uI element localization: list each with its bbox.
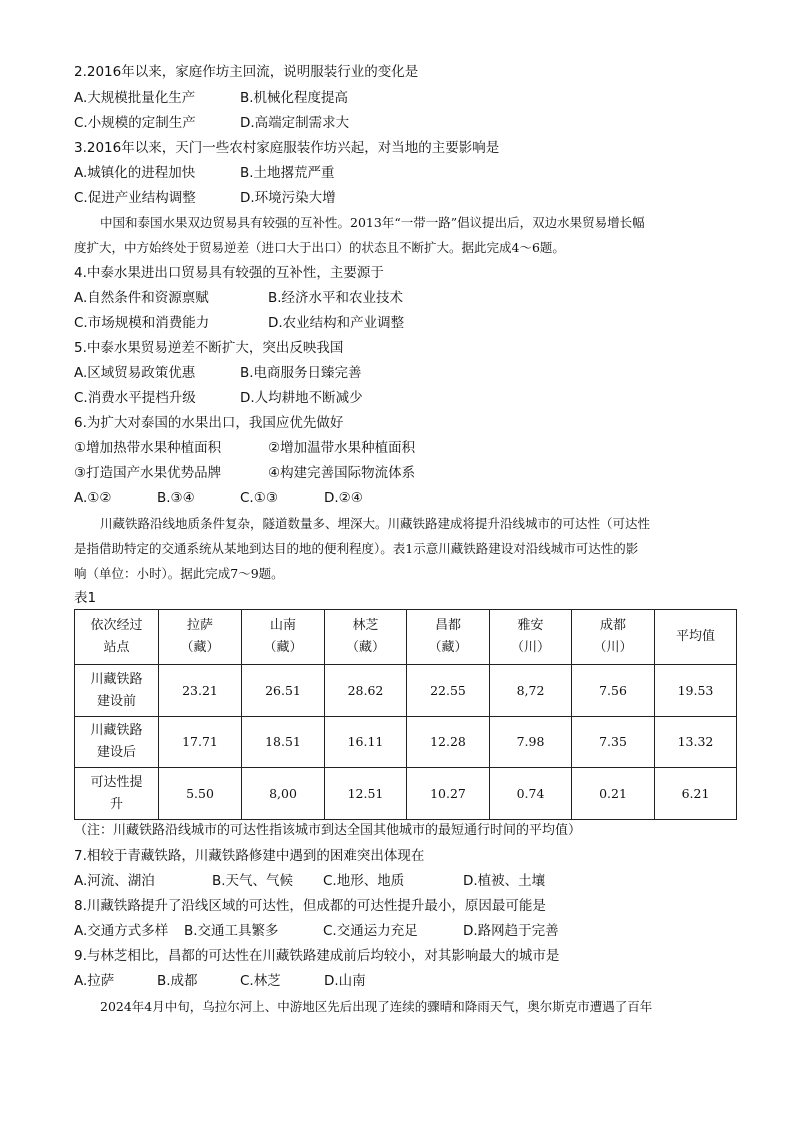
table-cell: 28.62: [325, 665, 407, 717]
table-cell: 5.50: [159, 768, 242, 820]
accessibility-table: [74, 609, 737, 820]
q6-option-a: A.①②: [74, 490, 112, 506]
q4-option-d: D.农业结构和产业调整: [268, 315, 405, 331]
header-chengdu: 成都 （川）: [572, 610, 655, 665]
table-cell: 18.51: [242, 717, 325, 768]
q8-stem: 8.川藏铁路提升了沿线区域的可达性，但成都的可达性提升最小，原因最可能是: [74, 898, 546, 914]
q9-option-b: B.成都: [157, 973, 198, 989]
passage-ural-river: [74, 994, 734, 1019]
table-cell: 23.21: [159, 665, 242, 717]
table-cell: 17.71: [159, 717, 242, 768]
q5-stem: 5.中泰水果贸易逆差不断扩大，突出反映我国: [74, 340, 344, 356]
table-header-row: [75, 610, 737, 665]
passage-railway: [74, 511, 734, 586]
q3-stem: 3.2016年以来，天门一些农村家庭服装作坊兴起，对当地的主要影响是: [74, 140, 500, 156]
table-cell: 16.11: [325, 717, 407, 768]
q3-option-a: A.城镇化的进程加快: [74, 165, 196, 181]
table-cell: 19.53: [655, 665, 737, 717]
table-row: [75, 717, 737, 768]
q7-option-b: B.天气、气候: [212, 873, 294, 889]
header-yaan: 雅安 （川）: [490, 610, 572, 665]
q8-option-c: C.交通运力充足: [323, 923, 418, 939]
q4-stem: 4.中泰水果进出口贸易具有较强的互补性，主要源于: [74, 265, 384, 281]
q5-option-b: B.电商服务日臻完善: [240, 365, 362, 381]
table-cell: 13.32: [655, 717, 737, 768]
row-label: 川藏铁路 建设前: [75, 665, 159, 717]
q2-option-b: B.机械化程度提高: [240, 90, 349, 106]
table-cell: 22.55: [407, 665, 490, 717]
q6-statement-4: ④构建完善国际物流体系: [268, 465, 416, 481]
q8-option-b: B.交通工具繁多: [184, 923, 279, 939]
q6-stem: 6.为扩大对泰国的水果出口，我国应优先做好: [74, 415, 344, 431]
q4-option-a: A.自然条件和资源禀赋: [74, 290, 209, 306]
header-nyingchi: 林芝 （藏）: [325, 610, 407, 665]
q8-option-d: D.路网趋于完善: [463, 923, 559, 939]
table-cell: 7.56: [572, 665, 655, 717]
q6-statement-3: ③打造国产水果优势品牌: [74, 465, 222, 481]
header-station: 依次经过 站点: [75, 610, 159, 665]
passage-railway-line-2: 是指借助特定的交通系统从某地到达目的地的便利程度）。表1示意川藏铁路建设对沿线城市可达性的影: [74, 541, 639, 556]
q3-option-b: B.土地撂荒严重: [240, 165, 335, 181]
table-cell: 12.51: [325, 768, 407, 820]
q6-statement-1: ①增加热带水果种植面积: [74, 440, 222, 456]
passage-fruit-line-1: 中国和泰国水果双边贸易具有较强的互补性。2013年“一带一路”倡议提出后，双边水果贸易增长幅: [100, 215, 645, 230]
table-cell: 0.74: [490, 768, 572, 820]
q7-option-c: C.地形、地质: [323, 873, 405, 889]
q2-option-c: C.小规模的定制生产: [74, 115, 196, 131]
table-note: （注：川藏铁路沿线城市的可达性指该城市到达全国其他城市的最短通行时间的平均值）: [74, 823, 582, 838]
table-cell: 8,72: [490, 665, 572, 717]
table-caption: 表1: [74, 590, 97, 606]
q7-option-d: D.植被、土壤: [463, 873, 546, 889]
table-cell: 7.35: [572, 717, 655, 768]
q2-option-d: D.高端定制需求大: [240, 115, 350, 131]
q9-stem: 9.与林芝相比，昌都的可达性在川藏铁路建成前后均较小，对其影响最大的城市是: [74, 948, 560, 964]
passage-ural-line-1: 2024年4月中旬，乌拉尔河上、中游地区先后出现了连续的骤晴和降雨天气，奥尔斯克市遭遇了百年: [100, 999, 653, 1014]
table-cell: 10.27: [407, 768, 490, 820]
row-label: 川藏铁路 建设后: [75, 717, 159, 768]
q9-option-c: C.林芝: [240, 973, 281, 989]
header-average: 平均值: [655, 610, 737, 665]
q9-option-d: D.山南: [324, 973, 366, 989]
q2-stem: 2.2016年以来，家庭作坊主回流，说明服装行业的变化是: [74, 64, 419, 80]
row-label: 可达性提 升: [75, 768, 159, 820]
table-cell: 8,00: [242, 768, 325, 820]
table-cell: 12.28: [407, 717, 490, 768]
table-cell: 6.21: [655, 768, 737, 820]
q6-option-c: C.①③: [240, 490, 278, 506]
q9-option-a: A.拉萨: [74, 973, 115, 989]
q6-option-d: D.②④: [324, 490, 363, 506]
q7-option-a: A.河流、湖泊: [74, 873, 155, 889]
passage-fruit-line-2: 度扩大，中方始终处于贸易逆差（进口大于出口）的状态且不断扩大。据此完成4～6题。: [74, 240, 565, 255]
q6-statement-2: ②增加温带水果种植面积: [268, 440, 416, 456]
header-qamdo: 昌都 （藏）: [407, 610, 490, 665]
q4-option-b: B.经济水平和农业技术: [268, 290, 404, 306]
q3-option-c: C.促进产业结构调整: [74, 190, 196, 206]
q6-option-b: B.③④: [157, 490, 195, 506]
q4-option-c: C.市场规模和消费能力: [74, 315, 210, 331]
q5-option-c: C.消费水平提档升级: [74, 390, 196, 406]
table-row: [75, 665, 737, 717]
q3-option-d: D.环境污染大增: [240, 190, 336, 206]
header-shannan: 山南 （藏）: [242, 610, 325, 665]
table-row: [75, 768, 737, 820]
q5-option-a: A.区域贸易政策优惠: [74, 365, 196, 381]
table-cell: 7.98: [490, 717, 572, 768]
q2-option-a: A.大规模批量化生产: [74, 90, 196, 106]
q5-option-d: D.人均耕地不断减少: [240, 390, 363, 406]
table-cell: 26.51: [242, 665, 325, 717]
passage-railway-line-3: 响（单位：小时）。据此完成7～9题。: [74, 566, 284, 581]
header-lhasa: 拉萨 （藏）: [159, 610, 242, 665]
q8-option-a: A.交通方式多样: [74, 923, 169, 939]
q7-stem: 7.相较于青藏铁路，川藏铁路修建中遇到的困难突出体现在: [74, 848, 425, 864]
passage-railway-line-1: 川藏铁路沿线地质条件复杂，隧道数量多、埋深大。川藏铁路建成将提升沿线城市的可达性（可达性: [100, 516, 651, 531]
passage-fruit-trade: [74, 210, 734, 260]
table-cell: 0.21: [572, 768, 655, 820]
